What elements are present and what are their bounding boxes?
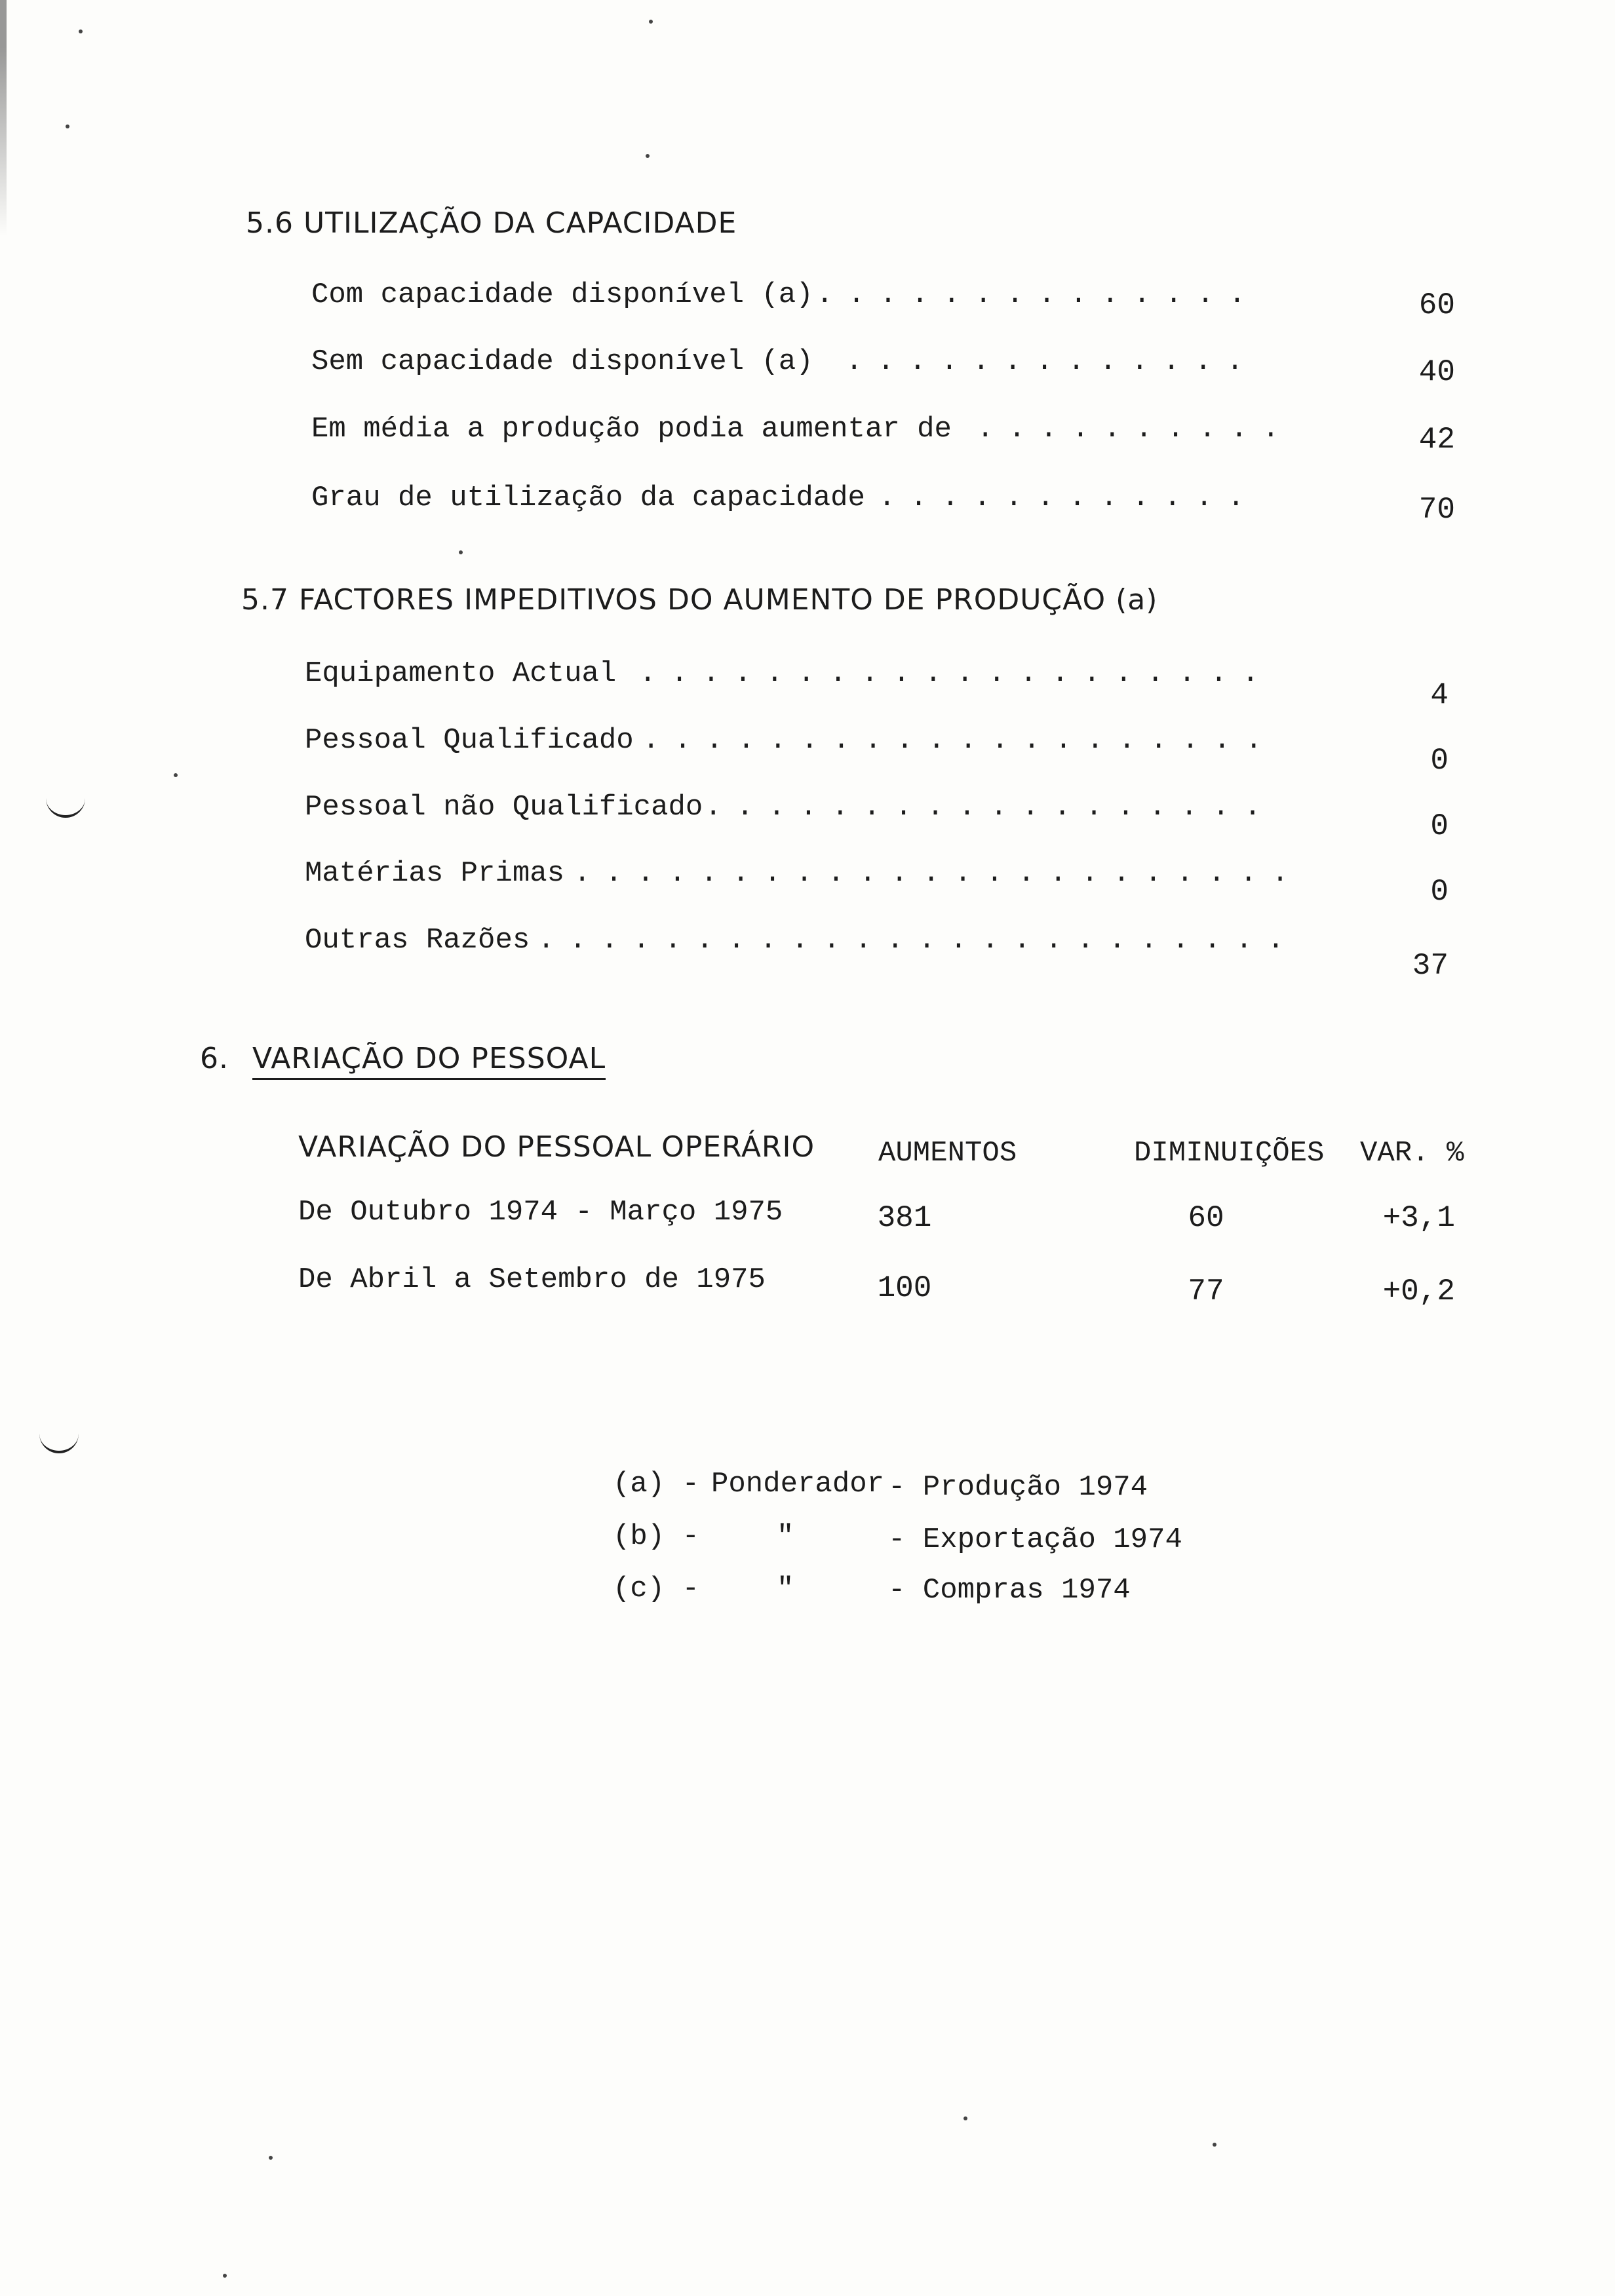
factor-row-label: Outras Razões	[305, 924, 530, 957]
table-header-decreases: DIMINUIÇÕES	[1134, 1137, 1325, 1170]
section-5-6-title: 5.6 UTILIZAÇÃO DA CAPACIDADE	[246, 206, 737, 240]
factor-row-label: Pessoal Qualificado	[305, 724, 634, 757]
factor-row-value: 37	[1412, 949, 1449, 983]
dot-leader: ..........	[977, 413, 1294, 446]
scan-speck	[459, 550, 463, 554]
scan-speck	[646, 154, 650, 158]
capacity-row-label: Em média a produção podia aumentar de	[311, 413, 952, 446]
dot-leader: ....................	[639, 657, 1274, 690]
capacity-row-value: 60	[1418, 288, 1455, 322]
table-header-category: VARIAÇÃO DO PESSOAL OPERÁRIO	[298, 1130, 815, 1164]
factor-row-label: Pessoal não Qualificado	[305, 791, 703, 824]
capacity-row-label: Grau de utilização da capacidade	[311, 482, 865, 514]
capacity-row-value: 42	[1418, 423, 1455, 457]
scan-speck	[649, 20, 653, 24]
table-header-variation: VAR. %	[1360, 1137, 1464, 1170]
factor-row-value: 0	[1430, 875, 1449, 909]
factor-row-value: 4	[1430, 678, 1449, 712]
scan-speck	[269, 2156, 273, 2160]
table-row-increases: 381	[877, 1201, 932, 1235]
table-row-variation: +3,1	[1382, 1201, 1455, 1235]
table-row-period: De Outubro 1974 - Março 1975	[298, 1196, 783, 1229]
factor-row-label: Equipamento Actual	[305, 657, 617, 690]
section-5-7-title: 5.7 FACTORES IMPEDITIVOS DO AUMENTO DE PRODUÇÃO (a)	[241, 583, 1158, 617]
footnote-key: (a) -	[613, 1468, 700, 1501]
footnote-weight: "	[777, 1573, 794, 1605]
footnote-text: - Compras 1974	[888, 1574, 1131, 1607]
scan-speck	[66, 124, 69, 128]
scan-speck	[174, 773, 178, 777]
section-6-title: VARIAÇÃO DO PESSOAL	[252, 1042, 606, 1080]
scan-speck	[79, 29, 83, 33]
scan-speck	[223, 2274, 227, 2278]
dot-leader: ............	[878, 482, 1259, 514]
footnote-key: (b) -	[613, 1520, 700, 1553]
punch-hole-mark	[46, 793, 85, 818]
dot-leader: ....................	[642, 724, 1277, 757]
capacity-row-value: 70	[1418, 493, 1455, 527]
dot-leader: ..................	[705, 791, 1276, 824]
dot-leader: .............	[846, 345, 1258, 378]
table-row-decreases: 60	[1188, 1201, 1224, 1235]
scan-edge-shadow	[0, 0, 7, 236]
section-6-number: 6.	[200, 1042, 229, 1075]
dot-leader: ........................	[537, 924, 1299, 957]
table-row-decreases: 77	[1188, 1274, 1224, 1309]
table-row-period: De Abril a Setembro de 1975	[298, 1263, 766, 1296]
capacity-row-label: Sem capacidade disponível (a)	[311, 345, 813, 378]
punch-hole-mark	[39, 1428, 79, 1453]
dot-leader: ..............	[816, 278, 1260, 311]
footnote-weight: Ponderador	[711, 1468, 885, 1501]
footnote-key: (c) -	[613, 1573, 700, 1605]
factor-row-label: Matérias Primas	[305, 857, 565, 890]
footnote-text: - Exportação 1974	[888, 1523, 1182, 1556]
footnote-weight: "	[777, 1520, 794, 1553]
capacity-row-value: 40	[1418, 355, 1455, 389]
table-header-increases: AUMENTOS	[878, 1137, 1017, 1170]
scan-speck	[963, 2116, 967, 2120]
dot-leader: .......................	[574, 857, 1304, 890]
footnote-text: - Produção 1974	[888, 1471, 1148, 1504]
factor-row-value: 0	[1430, 809, 1449, 843]
table-row-increases: 100	[877, 1271, 932, 1305]
scan-speck	[1213, 2143, 1216, 2147]
capacity-row-label: Com capacidade disponível (a)	[311, 278, 813, 311]
factor-row-value: 0	[1430, 744, 1449, 778]
table-row-variation: +0,2	[1382, 1274, 1455, 1309]
